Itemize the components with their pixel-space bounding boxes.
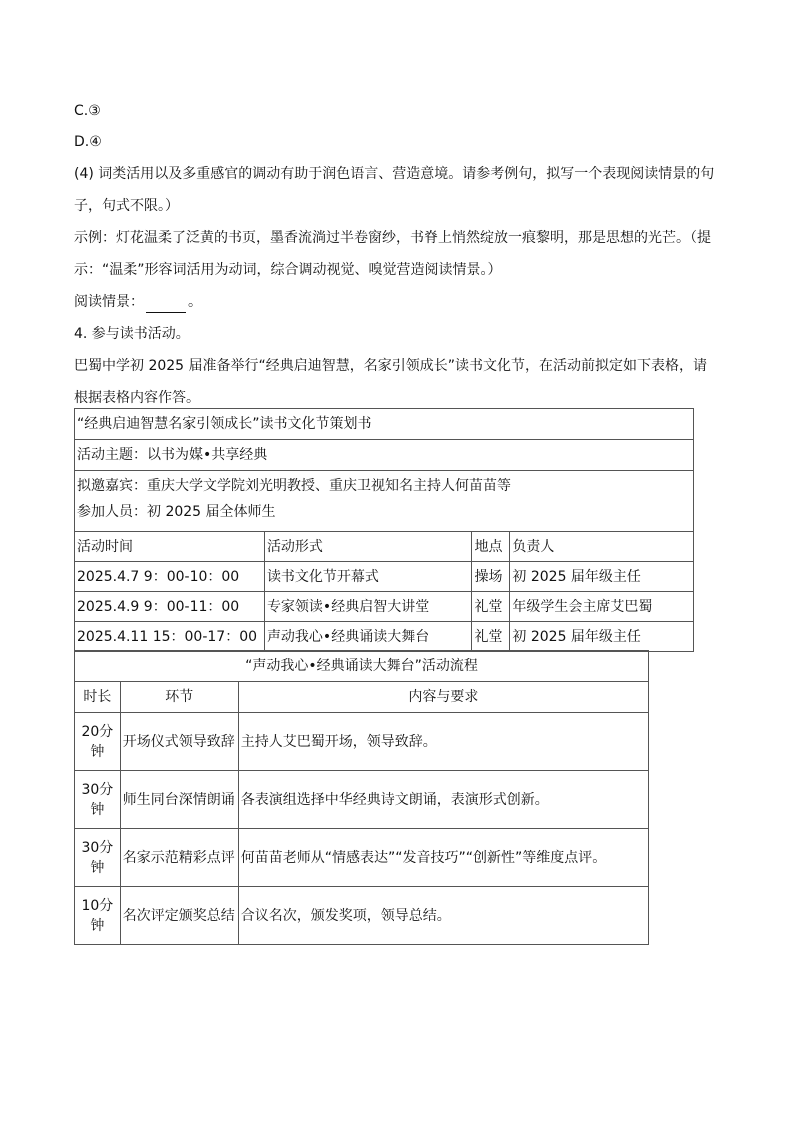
plan-place: 礼堂 — [472, 622, 510, 652]
flow-row — [75, 771, 649, 829]
plan-time: 2025.4.7 9：00-10：00 — [75, 562, 265, 592]
flow-row — [75, 887, 649, 945]
plan-header-cell: 活动时间 — [75, 532, 265, 562]
plan-guests-participants — [75, 471, 694, 532]
plan-header-cell: 活动形式 — [264, 532, 472, 562]
question-4-text-cont: 子，句式不限。） — [74, 198, 179, 214]
example-text-cont: 示：“温柔”形容词活用为动词，综合调动视觉、嗅觉营造阅读情景。） — [74, 262, 502, 278]
plan-row — [75, 622, 694, 652]
flow-stage: 名次评定颁奖总结 — [120, 887, 238, 945]
intro-text-cont: 根据表格内容作答。 — [74, 390, 200, 406]
example-text: 示例：灯花温柔了泛黄的书页，墨香流淌过半卷窗纱，书脊上悄然绽放一痕黎明，那是思想的光芒。（提 — [74, 230, 711, 246]
flow-header-cell: 环节 — [120, 682, 238, 713]
answer-blank[interactable] — [146, 292, 186, 313]
plan-owner: 初 2025 届年级主任 — [510, 622, 694, 652]
flow-table — [74, 650, 649, 945]
flow-stage: 名家示范精彩点评 — [120, 829, 238, 887]
plan-form: 读书文化节开幕式 — [264, 562, 472, 592]
plan-place: 礼堂 — [472, 592, 510, 622]
plan-time: 2025.4.11 15：00-17：00 — [75, 622, 265, 652]
flow-row — [75, 829, 649, 887]
flow-header-row — [75, 682, 649, 713]
question-heading: 4. 参与读书活动。 — [74, 326, 190, 342]
flow-content: 合议名次，颁发奖项，领导总结。 — [238, 887, 648, 945]
option-c: C.③ — [74, 103, 101, 119]
plan-owner: 年级学生会主席艾巴蜀 — [510, 592, 694, 622]
plan-header-row — [75, 532, 694, 562]
plan-row — [75, 592, 694, 622]
plan-time: 2025.4.9 9：00-11：00 — [75, 592, 265, 622]
plan-guests: 拟邀嘉宾：重庆大学文学院刘光明教授、重庆卫视知名主持人何苗苗等 — [77, 478, 511, 494]
flow-header-cell: 时长 — [75, 682, 121, 713]
answer-label: 阅读情景： — [74, 294, 144, 310]
plan-form: 声动我心•经典诵读大舞台 — [264, 622, 472, 652]
plan-owner: 初 2025 届年级主任 — [510, 562, 694, 592]
flow-stage: 开场仪式领导致辞 — [120, 713, 238, 771]
question-4-text: (4) 词类活用以及多重感官的调动有助于润色语言、营造意境。请参考例句，拟写一个表现阅读情景的句 — [74, 166, 715, 182]
flow-duration: 30分钟 — [75, 829, 121, 887]
plan-row — [75, 562, 694, 592]
plan-header-cell: 负责人 — [510, 532, 694, 562]
flow-stage: 师生同台深情朗诵 — [120, 771, 238, 829]
flow-content: 主持人艾巴蜀开场，领导致辞。 — [238, 713, 648, 771]
flow-content: 何苗苗老师从“情感表达”“发音技巧”“创新性”等维度点评。 — [238, 829, 648, 887]
plan-form: 专家领读•经典启智大讲堂 — [264, 592, 472, 622]
flow-duration: 30分钟 — [75, 771, 121, 829]
plan-title: “经典启迪智慧名家引领成长”读书文化节策划书 — [75, 409, 694, 440]
plan-participants: 参加人员：初 2025 届全体师生 — [77, 504, 276, 520]
flow-duration: 20分钟 — [75, 713, 121, 771]
flow-header-cell: 内容与要求 — [238, 682, 648, 713]
intro-text: 巴蜀中学初 2025 届准备举行“经典启迪智慧，名家引领成长”读书文化节，在活动前拟定如下表格，请 — [74, 358, 708, 374]
plan-header-cell: 地点 — [472, 532, 510, 562]
flow-row — [75, 713, 649, 771]
plan-table — [74, 408, 694, 652]
plan-theme: 活动主题：以书为媒•共享经典 — [75, 440, 694, 471]
plan-place: 操场 — [472, 562, 510, 592]
option-d: D.④ — [74, 134, 102, 150]
flow-duration: 10分钟 — [75, 887, 121, 945]
answer-end: 。 — [188, 294, 202, 310]
flow-title: “声动我心•经典诵读大舞台”活动流程 — [75, 651, 649, 682]
answer-line — [74, 292, 202, 313]
flow-content: 各表演组选择中华经典诗文朗诵，表演形式创新。 — [238, 771, 648, 829]
